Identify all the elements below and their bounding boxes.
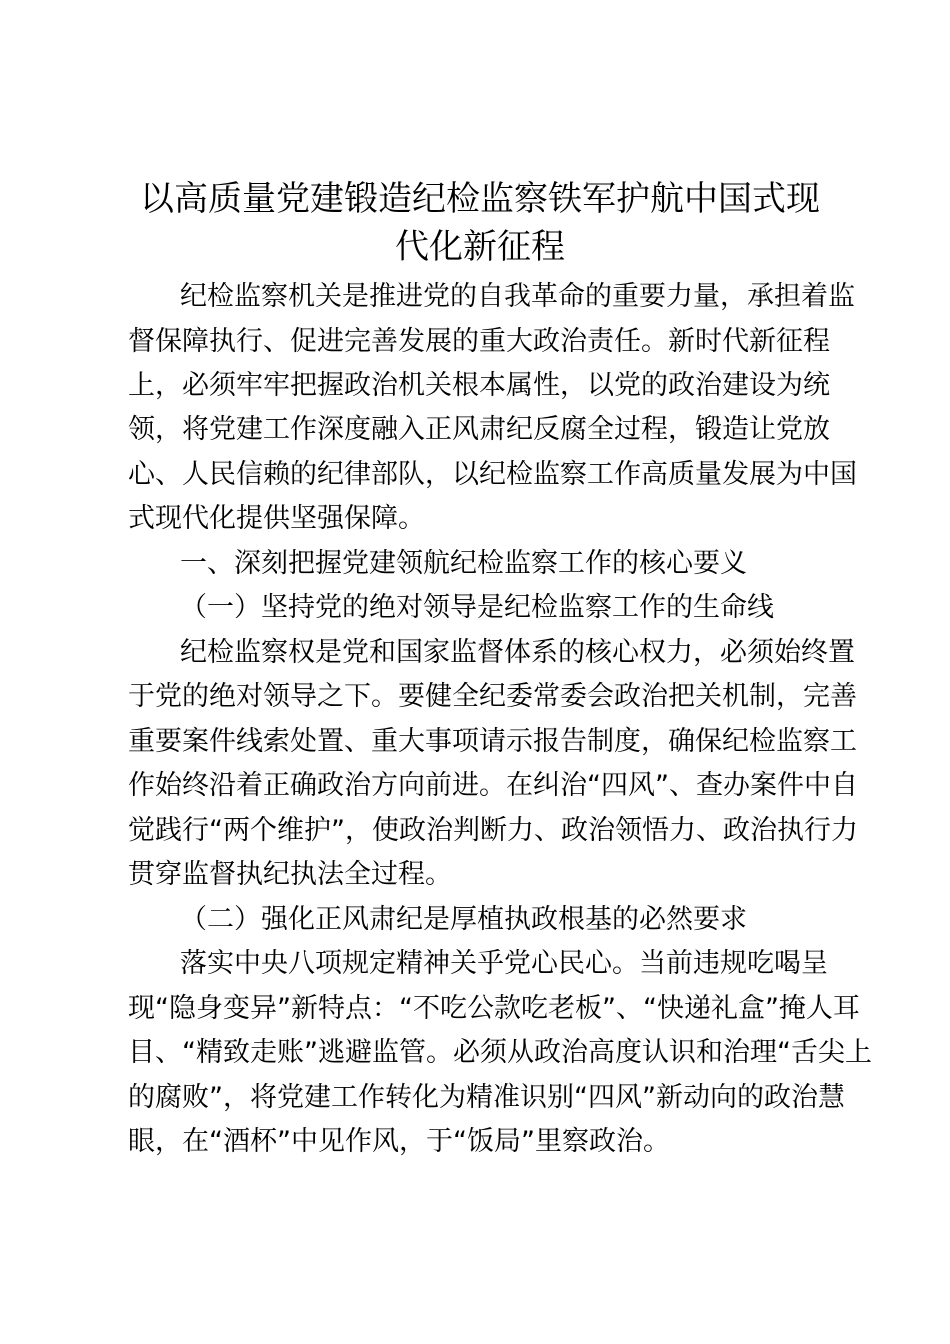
paragraph-line: 作始终沿着正确政治方向前进。在纠治“四风”、查办案件中自 [128,770,858,801]
paragraph-line: 心、人民信赖的纪律部队，以纪检监察工作高质量发展为中国 [128,459,857,490]
document-title-line-2: 代化新征程 [395,227,565,267]
paragraph-line: 于党的绝对领导之下。要健全纪委常委会政治把关机制，完善 [128,681,857,712]
paragraph-line: 的腐败”，将党建工作转化为精准识别“四风”新动向的政治慧 [128,1082,845,1113]
paragraph-line: 目、“精致走账”逃避监管。必须从政治高度认识和治理“舌尖上 [128,1037,872,1068]
subsection-heading: （一）坚持党的绝对领导是纪检监察工作的生命线 [180,592,774,623]
paragraph-line: 觉践行“两个维护”，使政治判断力、政治领悟力、政治执行力 [128,815,858,846]
paragraph-line: 领，将党建工作深度融入正风肃纪反腐全过程，锻造让党放 [128,414,830,445]
subsection-heading: （二）强化正风肃纪是厚植执政根基的必然要求 [180,904,747,935]
paragraph-line: 纪检监察权是党和国家监督体系的核心权力，必须始终置 [180,637,855,668]
paragraph-line: 上，必须牢牢把握政治机关根本属性，以党的政治建设为统 [128,370,830,401]
paragraph-line: 重要案件线索处置、重大事项请示报告制度，确保纪检监察工 [128,726,857,757]
paragraph-line: 纪检监察机关是推进党的自我革命的重要力量，承担着监 [180,281,855,312]
document-title-line-1: 以高质量党建锻造纪检监察铁军护航中国式现 [140,179,820,219]
paragraph-line: 落实中央八项规定精神关乎党心民心。当前违规吃喝呈 [180,948,828,979]
paragraph-line: 式现代化提供坚强保障。 [128,503,425,534]
paragraph-line: 眼，在“酒杯”中见作风，于“饭局”里察政治。 [128,1126,670,1157]
section-heading: 一、深刻把握党建领航纪检监察工作的核心要义 [180,548,747,579]
paragraph-line: 督保障执行、促进完善发展的重大政治责任。新时代新征程 [128,326,830,357]
paragraph-line: 现“隐身变异”新特点：“不吃公款吃老板”、“快递礼盒”掩人耳 [128,993,860,1024]
paragraph-line: 贯穿监督执纪执法全过程。 [128,859,452,890]
